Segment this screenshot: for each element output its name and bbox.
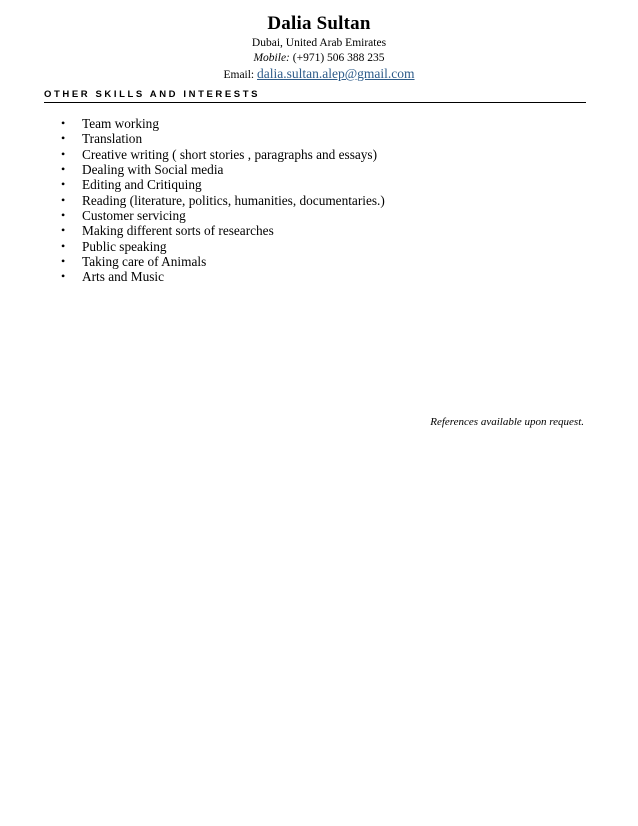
- resume-header: [0, 12, 638, 83]
- email-link[interactable]: dalia.sultan.alep@gmail.com: [257, 66, 415, 81]
- bullet-icon: •: [61, 254, 66, 269]
- skill-text: Team working: [82, 116, 159, 131]
- candidate-name: Dalia Sultan: [267, 13, 371, 34]
- bullet-icon: •: [61, 162, 66, 177]
- skill-text: Customer servicing: [82, 208, 186, 224]
- email-line: [0, 66, 638, 83]
- bullet-icon: •: [61, 177, 66, 192]
- skill-text: Creative writing ( short stories , paragraphs and essays): [82, 146, 378, 162]
- skill-text: Arts and Music: [82, 269, 164, 285]
- section-title: OTHER SKILLS AND INTERESTS: [44, 89, 586, 103]
- skill-text: Taking care of Animals: [82, 254, 207, 270]
- skill-text: Translation: [82, 131, 143, 147]
- bullet-icon: •: [61, 238, 66, 253]
- mobile-label: Mobile:: [253, 52, 290, 64]
- mobile-line: [0, 51, 638, 66]
- location: Dubai, United Arab Emirates: [251, 37, 387, 49]
- mobile-number: (+971) 506 388 235: [292, 52, 385, 64]
- bullet-icon: •: [61, 208, 66, 223]
- bullet-icon: •: [61, 223, 66, 238]
- references-note: References available upon request.: [430, 416, 584, 428]
- skill-text: Editing and Critiquing: [82, 177, 202, 193]
- bullet-icon: •: [61, 116, 66, 130]
- skill-text: Dealing with Social media: [82, 162, 224, 178]
- bullet-icon: •: [61, 192, 66, 207]
- skill-text: Making different sorts of researches: [82, 223, 274, 239]
- bullet-icon: •: [61, 146, 66, 161]
- skill-text: Reading (literature, politics, humanities, documentaries.): [82, 192, 385, 208]
- email-label: Email:: [223, 69, 255, 81]
- bullet-icon: •: [61, 269, 66, 284]
- bullet-icon: •: [61, 131, 66, 146]
- skill-text: Public speaking: [82, 238, 167, 254]
